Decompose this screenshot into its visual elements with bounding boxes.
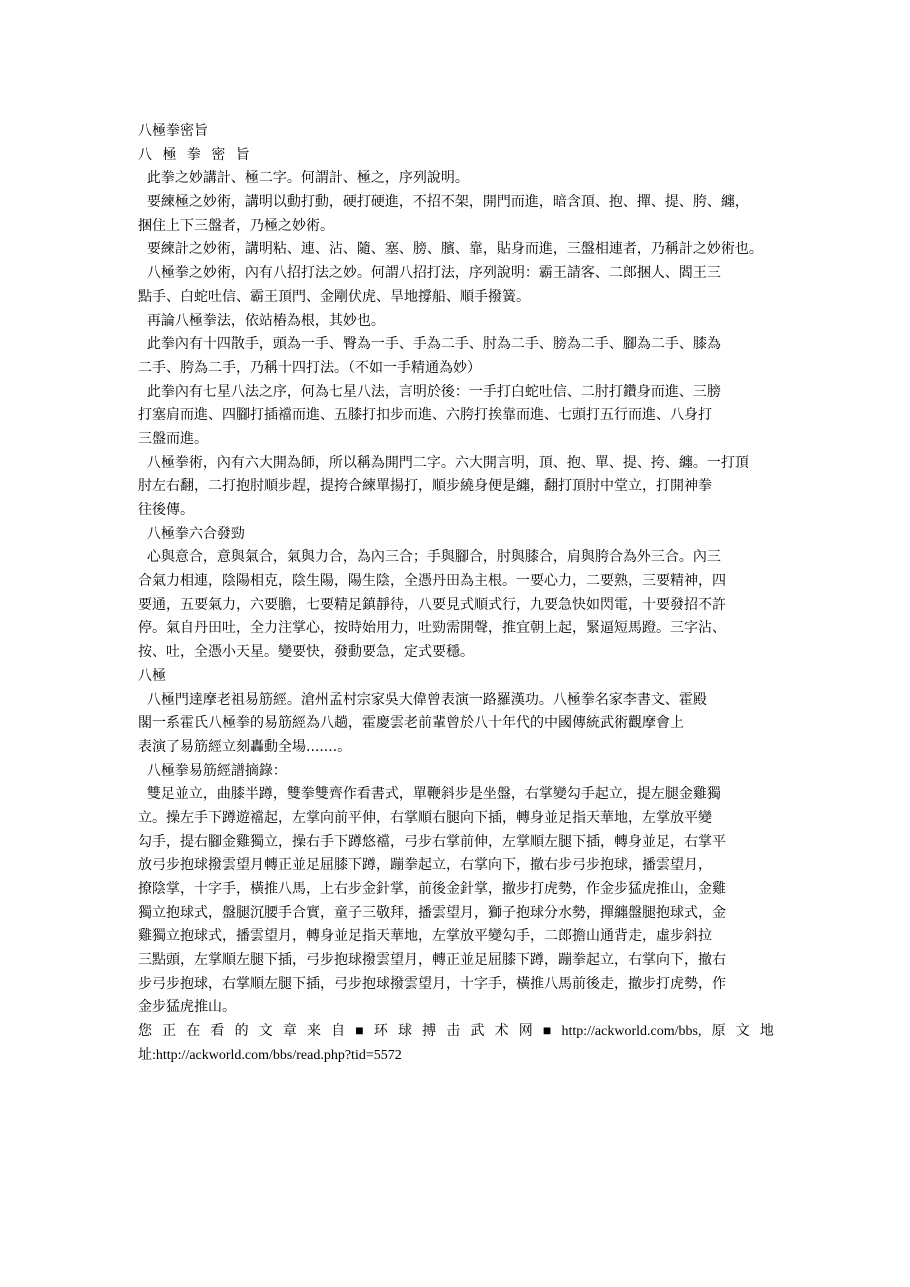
footer-token: 自 (331, 1024, 346, 1040)
text-line: 往後傳。 (138, 502, 194, 518)
source-footer-line-2: 址:http://ackworld.com/bbs/read.php?tid=5572 (138, 1047, 402, 1063)
text-line: 獨立抱球式，盤腿沉腰手合實，童子三敬拜，播雲望月，獅子抱球分水勢，撣纏盤腿抱球式，金 (138, 904, 726, 921)
text-line: 打塞肩而進、四腳打插襠而進、五膝打扣步而進、六胯打挨靠而進、七頭打五行而進、八身打 (138, 407, 712, 424)
text-line: 合氣力相連，陰陽相克，陰生陽，陽生陰，全憑丹田為主根。一要心力，二要熟，三要精神，四 (138, 573, 726, 590)
document-text (138, 120, 774, 1020)
text-line: 二手、胯為二手，乃稱十四打法。（不如一手精通為妙） (138, 359, 481, 376)
footer-token: http://ackworld.com/bbs, (561, 1024, 702, 1040)
text-line: 八極拳易筋經譜摘錄： (138, 762, 287, 779)
footer-token: ■ (355, 1024, 364, 1040)
footer-token: 文 (735, 1024, 750, 1040)
text-line: 三盤而進。 (138, 430, 208, 447)
text-line: 停。氣自丹田吐，全力注掌心，按時始用力，吐勁需開聲，推宜朝上起，緊逼短馬蹬。三字沾、 (138, 620, 726, 637)
text-line: 閣一系霍氏八極拳的易筋經為八趟，霍慶雲老前輩曾於八十年代的中國傳統武術觀摩會上 (138, 715, 684, 732)
text-line: 八極拳之妙術，內有八招打法之妙。何謂八招打法，序列說明：霸王請客、二郎捆人、閻王三 (138, 265, 721, 282)
footer-token: 球 (398, 1024, 413, 1040)
footer-token: 看 (210, 1024, 225, 1040)
text-line: 此拳內有十四散手，頭為一手、臀為一手、手為二手、肘為二手、膀為二手、腳為二手、膝為 (138, 336, 721, 353)
footer-token: 的 (234, 1024, 249, 1040)
text-line: 撩陰掌，十字手，橫推八馬，上右步金針掌，前後金針掌，撤步打虎勢，作金步猛虎推山，金雞 (138, 881, 726, 897)
text-line: 雞獨立抱球式，播雲望月，轉身並足指天華地，左掌放平變勾手，二郎擔山通背走，虛步斜拉 (138, 928, 712, 945)
footer-token: 网 (518, 1024, 533, 1040)
footer-token: ■ (542, 1024, 552, 1040)
footer-token: 搏 (422, 1024, 437, 1040)
text-line: 八極拳六合發勁 (138, 525, 245, 542)
text-line: 按、吐，全憑小天星。變要快，發動要急，定式要穩。 (138, 644, 474, 661)
text-line: 心與意合，意與氣合，氣與力合，為內三合；手與腳合，肘與膝合，肩與胯合為外三合。內三 (138, 549, 721, 566)
text-line: 此拳內有七星八法之序，何為七星八法，言明於後：一手打白蛇吐信、二肘打鑽身而進、三膀 (138, 383, 721, 400)
footer-token: 环 (373, 1024, 388, 1040)
document-title: 八極拳密旨 (138, 123, 208, 139)
text-line: 點手、白蛇吐信、霸王頂門、金剛伏虎、旱地撐船、順手撥簧。 (138, 288, 530, 305)
text-line: 雙足並立，曲膝半蹲，雙拳雙齊作看書式，單鞭斜步是坐盤，右掌變勾手起立，提左腿金雞獨 (138, 786, 721, 803)
footer-token: 文 (258, 1024, 273, 1040)
text-line: 三點頭，左掌順左腿下插，弓步抱球撥雲望月，轉正並足屈膝下蹲，蹦拳起立，右掌向下，撤右 (138, 952, 726, 969)
text-line: 步弓步抱球，右掌順左腿下插，弓步抱球撥雲望月，十字手，橫推八馬前後走，撤步打虎勢，作 (138, 975, 726, 992)
text-line: 放弓步抱球撥雲望月轉正並足屈膝下蹲，蹦拳起立，右掌向下，撤右步弓步抱球，播雲望月， (138, 857, 712, 874)
text-line: 此拳之妙講計、極二字。何謂計、極之，序列說明。 (138, 170, 469, 187)
text-line: 八極拳術，內有六大開為師，所以稱為開門二字。六大開言明，頂、抱、單、提、挎、纏。一打頂 (138, 454, 749, 471)
footer-token: 术 (494, 1024, 509, 1040)
text-line: 肘左右翻，二打抱肘順步趕，提挎合練單揚打，順步繞身便是纏，翻打頂肘中堂立，打開神拳 (138, 478, 712, 495)
footer-token: 在 (186, 1024, 201, 1040)
source-footer-line-1 (138, 1020, 774, 1044)
source-footer (138, 1020, 774, 1067)
footer-token: 地 (759, 1024, 774, 1040)
text-line: 要練極之妙術，講明以動打動，硬打硬進，不招不架，開門而進，暗含頂、抱、撣、提、胯、纏， (138, 194, 749, 211)
document-subtitle: 八 極 拳 密 旨 (138, 146, 253, 163)
footer-token: 您 (138, 1024, 152, 1040)
text-line: 再論八極拳法，依站樁為根，其妙也。 (138, 312, 385, 329)
footer-token: 武 (470, 1024, 485, 1040)
text-line: 立。操左手下蹲遊襠起，左掌向前平伸，右掌順右腿向下插，轉身並足指天華地，左掌放平變 (138, 809, 712, 826)
text-line: 勾手，提右腳金雞獨立，操右手下蹲悠襠，弓步右掌前伸，左掌順左腿下插，轉身並足，右掌平 (138, 833, 726, 850)
text-line: 捆住上下三盤者，乃極之妙術。 (138, 217, 334, 234)
footer-token: 原 (711, 1024, 726, 1040)
footer-token: 章 (282, 1024, 297, 1040)
footer-token: 击 (446, 1024, 461, 1040)
text-line: 八極 (138, 667, 166, 684)
footer-token: 来 (306, 1024, 321, 1040)
document-body (138, 120, 774, 1068)
text-line: 金步猛虎推山。 (138, 999, 236, 1016)
text-line: 要練計之妙術，講明粘、連、沾、隨、塞、膀、臏、靠，貼身而進，三盤相連者，乃稱計之妙術也。 (138, 241, 763, 258)
footer-token: 正 (162, 1024, 177, 1040)
text-line: 要通，五要氣力，六要膽，七要精足鎮靜待，八要見式順式行，九要急快如閃電，十要發招不許 (138, 596, 726, 613)
text-line: 八極門達摩老祖易筋經。滄州孟村宗家吳大偉曾表演一路羅漢功。八極拳名家李書文、霍殿 (138, 691, 707, 708)
text-line: 表演了易筋經立刻轟動全場.......。 (138, 738, 352, 755)
